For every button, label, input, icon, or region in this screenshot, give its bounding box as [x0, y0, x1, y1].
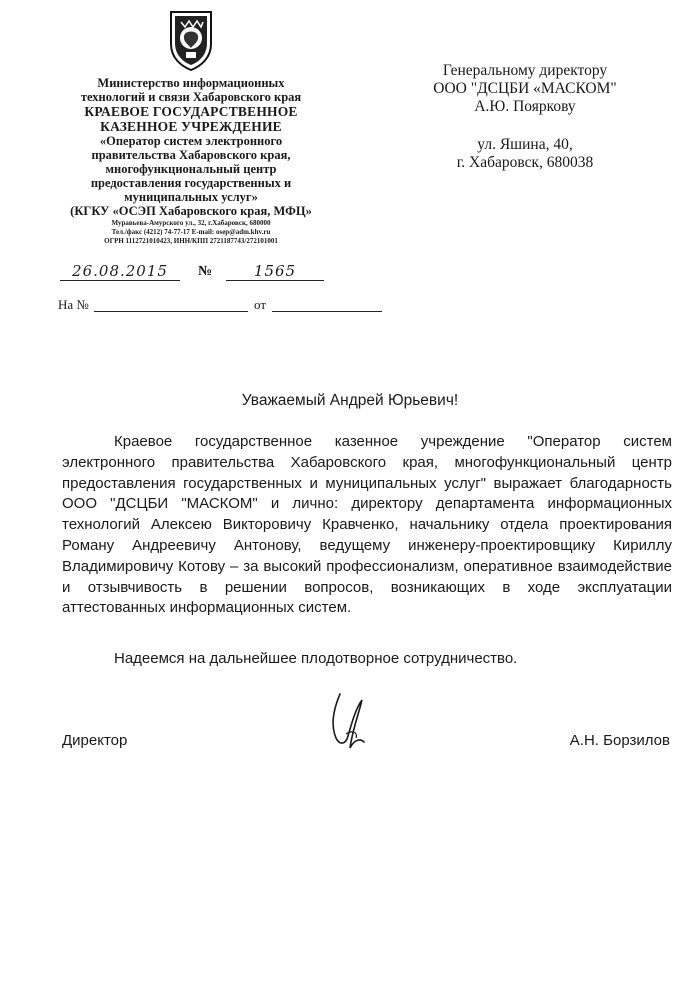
letter-closing: Надеемся на дальнейшее плодотворное сотрудничество.	[114, 650, 518, 667]
institution-full-name-2: правительства Хабаровского края,	[91, 148, 291, 162]
sender-address: Муравьева-Амурского ул., 32, г.Хабаровск, 680000	[111, 219, 271, 227]
institution-short-name: (КГКУ «ОСЭП Хабаровского края, МФЦ»	[70, 204, 312, 218]
addressee-company: ООО "ДСЦБИ «МАСКОМ"	[433, 80, 617, 97]
ministry-line2: технологий и связи Хабаровского края	[80, 90, 302, 104]
handwritten-signature-icon	[312, 690, 402, 760]
ministry-line1: Министерство информационных	[97, 76, 285, 90]
addressee-city: г. Хабаровск, 680038	[456, 154, 594, 171]
sender-ogrn: ОГРН 1112721010423, ИНН/КПП 2721187743/272101001	[104, 237, 278, 245]
addressee-name: А.Ю. Пояркову	[474, 98, 576, 115]
reference-from-label: от	[254, 297, 267, 312]
institution-full-name-3: многофункциональный центр	[105, 162, 277, 176]
signatory-name: А.Н. Борзилов	[569, 732, 670, 749]
letterhead	[58, 8, 324, 246]
institution-full-name-1: «Оператор систем электронного	[99, 134, 283, 148]
institution-line1: КРАЕВОЕ ГОСУДАРСТВЕННОЕ	[84, 104, 298, 119]
institution-full-name-5: муниципальных услуг»	[124, 190, 258, 204]
registration-row	[58, 262, 328, 284]
addressee-block	[395, 62, 655, 172]
letter-body: Краевое государственное казенное учреждение "Оператор систем электронного правительства Хабаровского края, многофункциональный центр предоставления государственных и муниципальных услуг" выражает благодарность ООО "ДСЦБИ "МАСКОМ" и лично: директору департамента информационных технологий Алексею Викторовичу Кравченко, начальнику отдела проектирования Роману Андреевичу Антонову, ведущему инженеру-проектировщику Кириллу Владимировичу Котову – за высокий профессионализм, оперативное взаимодействие и отзывчивость в решении вопросов, возникающих в ходе эксплуатации аттестованных информационных систем.	[62, 433, 672, 617]
sender-phone: Тел./факс (4212) 74-77-17 E-mail: osep@adm.khv.ru	[111, 228, 271, 236]
reference-row	[58, 297, 328, 317]
outgoing-number: 1565	[226, 262, 324, 281]
addressee-street: ул. Яшина, 40,	[477, 136, 573, 153]
institution-full-name-4: предоставления государственных и	[90, 176, 292, 190]
outgoing-date: 26.08.2015	[60, 262, 180, 281]
reference-number-blank	[94, 311, 248, 312]
outgoing-number-label: №	[198, 264, 213, 279]
salutation: Уважаемый Андрей Юрьевич!	[241, 392, 459, 409]
reference-number-label: На №	[58, 297, 89, 312]
reference-date-blank	[272, 311, 382, 312]
institution-line2: КАЗЕННОЕ УЧРЕЖДЕНИЕ	[100, 119, 282, 134]
coat-of-arms-icon	[165, 8, 217, 72]
addressee-position: Генеральному директору	[442, 62, 608, 79]
signatory-title: Директор	[62, 732, 128, 749]
